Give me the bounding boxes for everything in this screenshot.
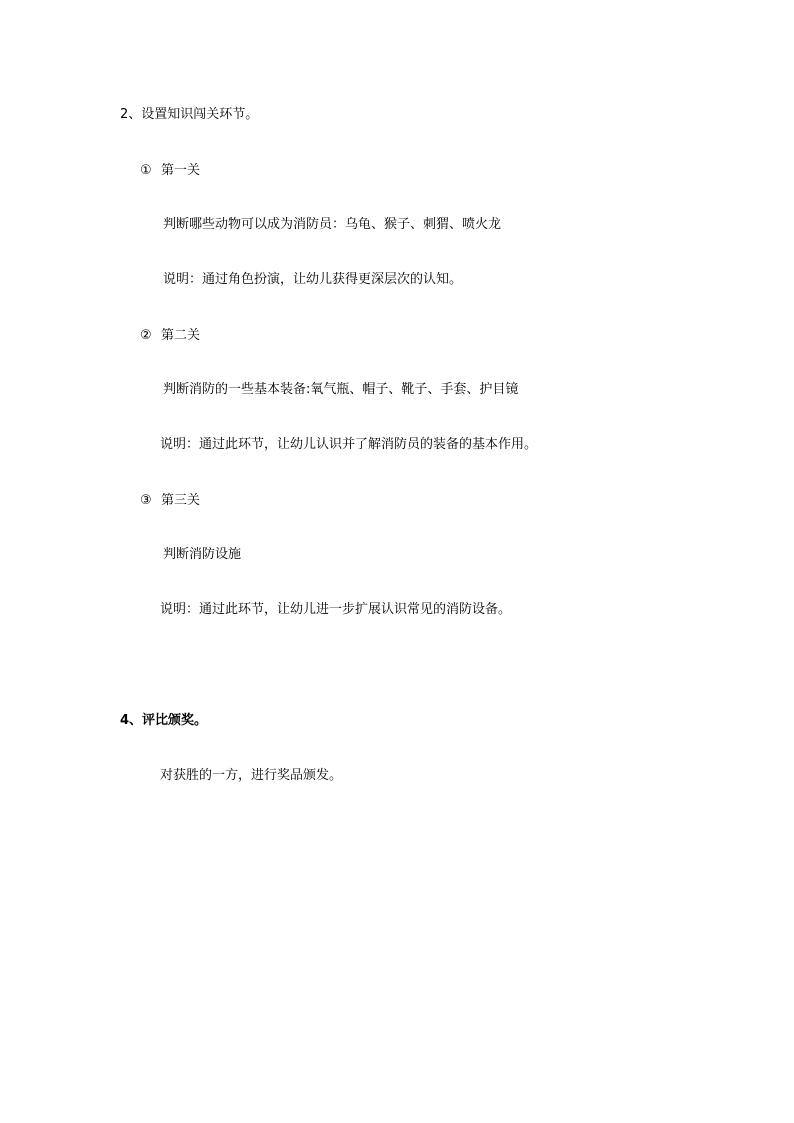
- level-3-title: 第三关: [161, 493, 201, 508]
- level-3-task: 判断消防设施: [163, 547, 242, 562]
- section-4-heading: 4、评比颁奖。: [120, 713, 208, 728]
- level-3-heading: [140, 492, 200, 510]
- level-1-note: 说明：通过角色扮演，让幼儿获得更深层次的认知。: [163, 272, 463, 287]
- level-1-marker: ①: [140, 163, 152, 178]
- level-2-marker: ②: [140, 328, 152, 343]
- level-1-task: 判断哪些动物可以成为消防员：乌龟、猴子、刺猬、喷火龙: [163, 217, 502, 232]
- level-1-title: 第一关: [161, 163, 201, 178]
- level-2-title: 第二关: [161, 328, 201, 343]
- level-3-note: 说明：通过此环节，让幼儿进一步扩展认识常见的消防设备。: [160, 602, 512, 617]
- section-4-body: 对获胜的一方，进行奖品颁发。: [160, 768, 343, 783]
- level-1-heading: [140, 162, 200, 180]
- level-3-marker: ③: [140, 493, 152, 508]
- level-2-note: 说明：通过此环节，让幼儿认识并了解消防员的装备的基本作用。: [160, 437, 538, 452]
- level-2-task: 判断消防的一些基本装备:氧气瓶、帽子、靴子、手套、护目镜: [163, 382, 519, 397]
- section-2-heading: 2、设置知识闯关环节。: [120, 107, 259, 122]
- level-2-heading: [140, 327, 200, 345]
